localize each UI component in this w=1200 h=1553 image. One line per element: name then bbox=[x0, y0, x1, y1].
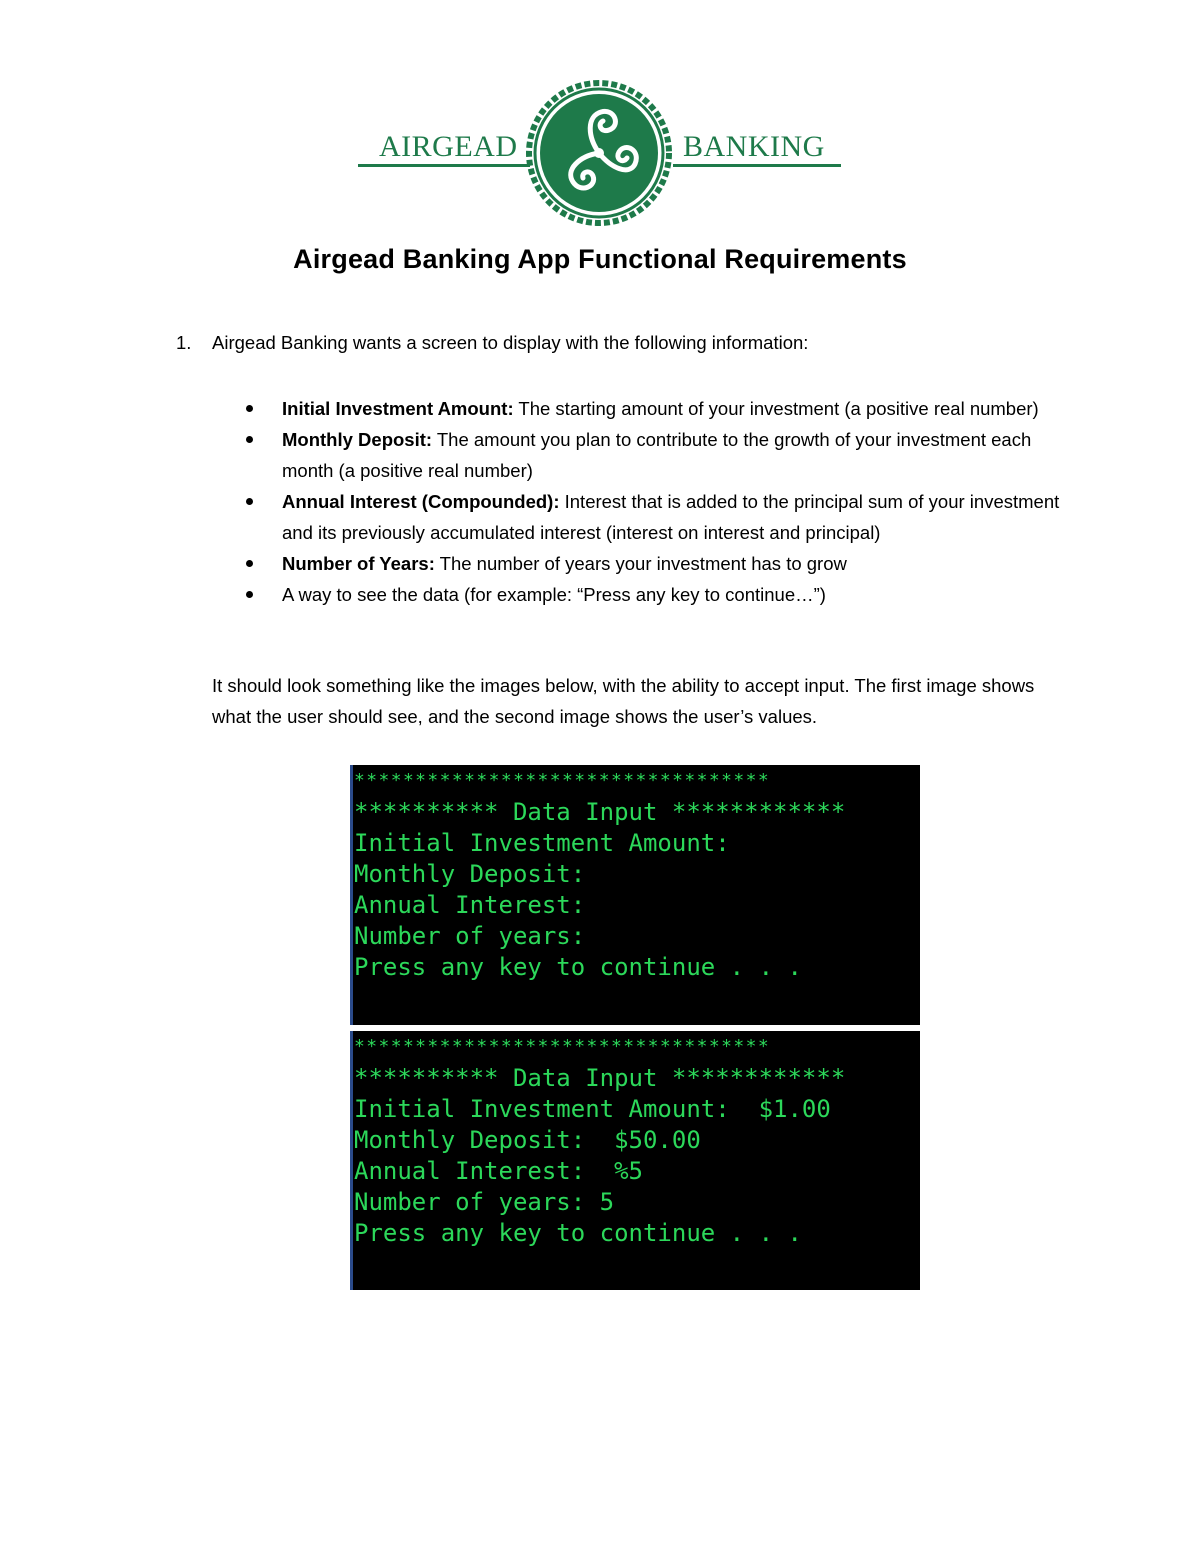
page-title: Airgead Banking App Functional Requirements bbox=[293, 244, 907, 274]
terminal-press-line: Press any key to continue . . . bbox=[354, 953, 802, 981]
terminal-initial-line: Initial Investment Amount: $1.00 bbox=[354, 1095, 831, 1123]
terminal-screenshot-filled bbox=[350, 1031, 920, 1290]
terminal-monthly-line: Monthly Deposit: bbox=[354, 860, 586, 888]
bullet-initial-investment bbox=[240, 393, 1070, 424]
bullet-dot bbox=[246, 405, 253, 412]
bullet-dot bbox=[246, 560, 253, 567]
bullet-dot bbox=[246, 436, 253, 443]
bullet-annual-interest bbox=[240, 486, 1070, 548]
bullet-desc: The starting amount of your investment (a positive real number) bbox=[513, 398, 1039, 419]
logo-word-banking: BANKING bbox=[683, 130, 825, 163]
airgead-banking-logo bbox=[355, 78, 845, 228]
terminal-press-line: Press any key to continue . . . bbox=[354, 1219, 802, 1247]
terminal-header-line: ********** Data Input ************ bbox=[354, 1064, 846, 1092]
bullet-desc: A way to see the data (for example: “Press any key to continue…”) bbox=[282, 584, 826, 605]
bullet-term: Initial Investment Amount: bbox=[282, 398, 514, 419]
bullet-desc: The number of years your investment has to grow bbox=[434, 553, 847, 574]
terminal-initial-line: Initial Investment Amount: bbox=[354, 829, 730, 857]
bullet-monthly-deposit bbox=[240, 424, 1070, 486]
terminal-edge bbox=[350, 765, 353, 1025]
requirement-text: Airgead Banking wants a screen to display with the following information: bbox=[212, 332, 809, 353]
bullet-number-of-years bbox=[240, 548, 1070, 579]
logo-rule-right bbox=[673, 164, 841, 167]
bullet-dot bbox=[246, 498, 253, 505]
requirement-number: 1. bbox=[176, 332, 192, 353]
terminal-annual-line: Annual Interest: bbox=[354, 891, 586, 919]
terminal-stars-line: ********************************** bbox=[354, 770, 771, 791]
information-bullet-list bbox=[240, 393, 1070, 610]
terminal-edge bbox=[350, 1031, 353, 1290]
triskele-knot-icon bbox=[525, 78, 673, 228]
bullet-desc: The amount you plan to contribute to the growth of your investment each month (a positive real number) bbox=[282, 429, 1032, 481]
bullet-term: Monthly Deposit: bbox=[282, 429, 433, 450]
terminal-stars-line: ********************************** bbox=[354, 1036, 771, 1057]
logo-rule-left bbox=[358, 164, 530, 167]
terminal-screenshot-empty bbox=[350, 765, 920, 1025]
bullet-see-data bbox=[240, 579, 1070, 610]
bullet-term: Annual Interest (Compounded): bbox=[282, 491, 560, 512]
terminal-header-line: ********** Data Input ************ bbox=[354, 798, 846, 826]
bullet-dot bbox=[246, 591, 253, 598]
bullet-desc: Interest that is added to the principal sum of your investment and its previously accumulated interest (interest on interest and principal) bbox=[282, 491, 1060, 543]
terminal-annual-line: Annual Interest: %5 bbox=[354, 1157, 643, 1185]
terminal-monthly-line: Monthly Deposit: $50.00 bbox=[354, 1126, 701, 1154]
terminal-years-line: Number of years: 5 bbox=[354, 1188, 615, 1216]
terminal-years-line: Number of years: bbox=[354, 922, 586, 950]
bullet-term: Number of Years: bbox=[282, 553, 435, 574]
images-intro-paragraph: It should look something like the images below, with the ability to accept input. The first image shows what the user should see, and the second image shows the user’s values. bbox=[212, 675, 1035, 727]
logo-word-airgead: AIRGEAD bbox=[379, 130, 518, 163]
